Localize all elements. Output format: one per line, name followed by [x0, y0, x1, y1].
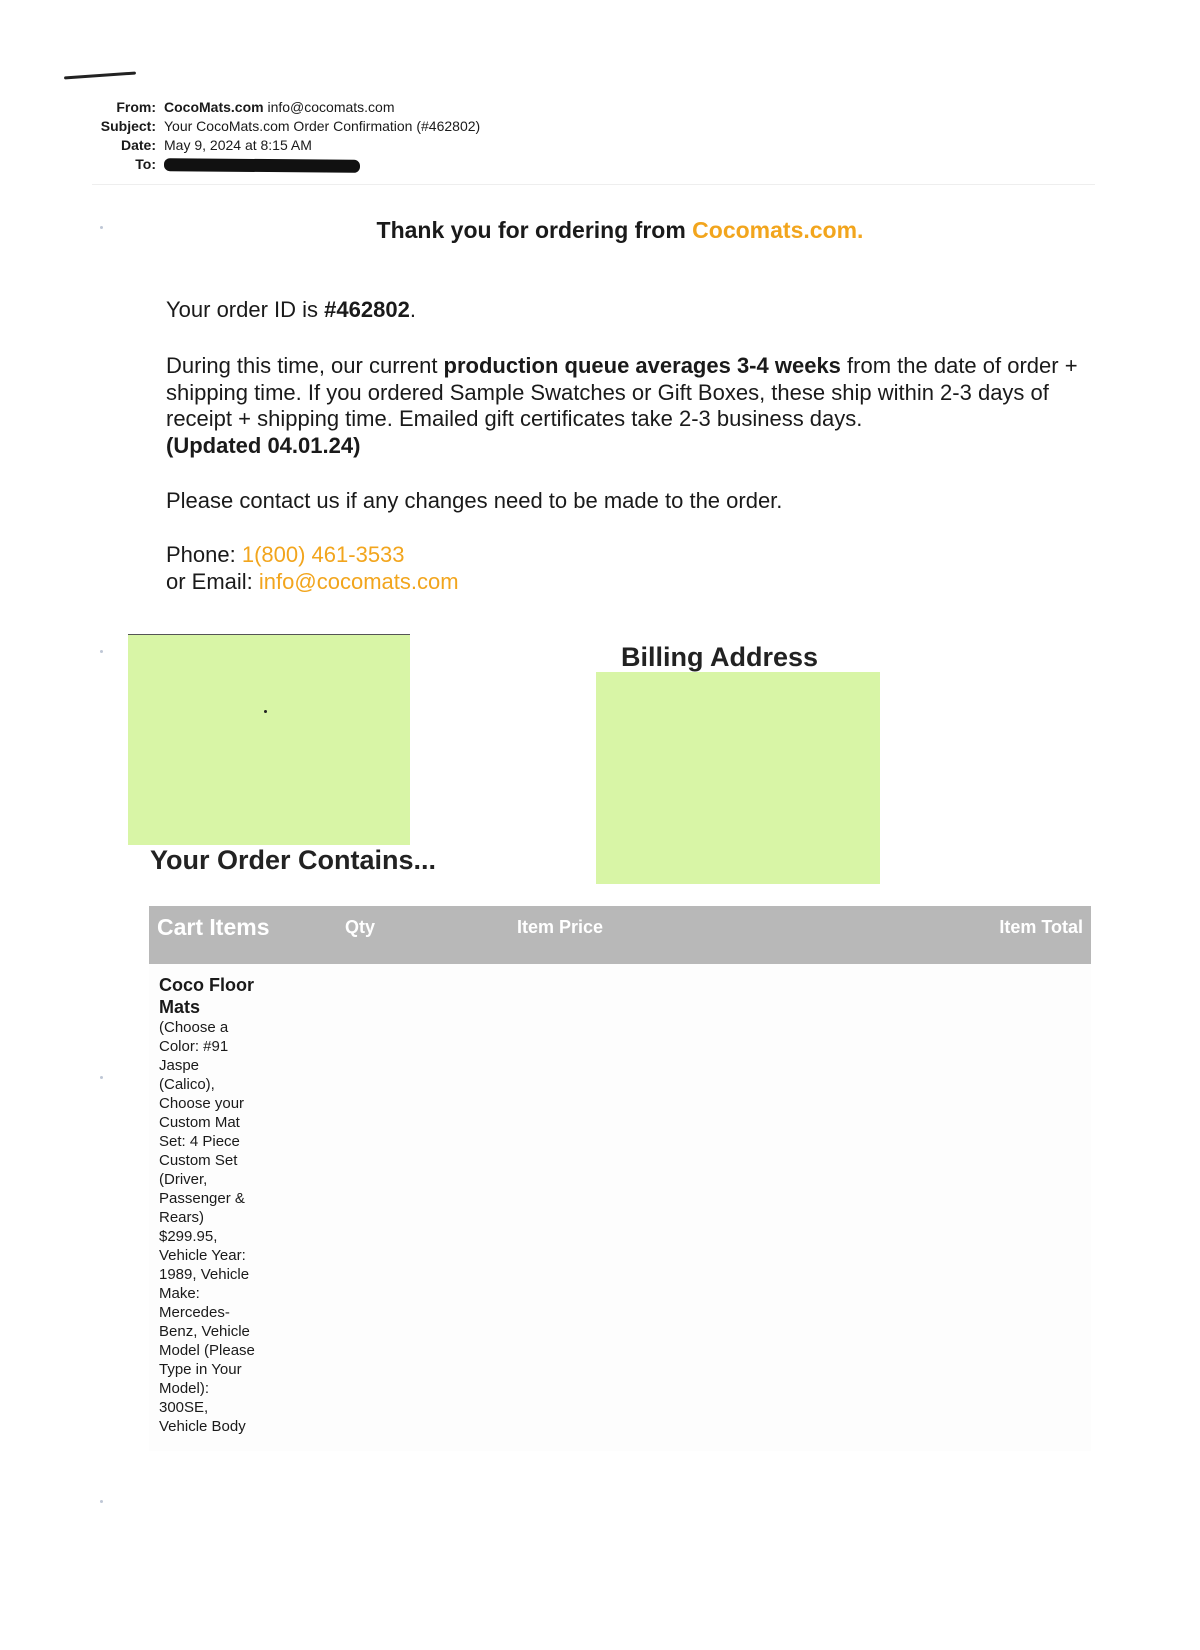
thanks-text: Thank you for ordering from — [376, 217, 693, 243]
notice-text-a: During this time, our current — [166, 353, 444, 378]
subject-label: Subject: — [100, 118, 156, 134]
from-row — [80, 98, 480, 117]
shipping-address-sticky-note — [128, 634, 410, 845]
column-qty: Qty — [345, 917, 376, 937]
contact-details — [166, 542, 1086, 595]
order-id-prefix: Your order ID is — [166, 297, 325, 322]
email-link[interactable]: info@cocomats.com — [258, 568, 459, 594]
column-item-total: Item Total — [999, 917, 1083, 937]
scan-speck — [264, 710, 267, 713]
brand-link[interactable]: Cocomats.com. — [692, 217, 864, 243]
notice-text-c: from the date of order + shipping time. If you ordered Sample Swatches or Gift Boxes, these ship within 2-3 days of receipt + shipping time. Emailed gift certificates take 2-3 business days. — [166, 353, 1078, 431]
production-notice — [166, 353, 1086, 459]
pen-mark — [64, 71, 136, 79]
scan-speck — [100, 1500, 103, 1503]
billing-address-sticky-note — [596, 672, 880, 884]
contact-line: Please contact us if any changes need to be made to the order. — [166, 488, 783, 513]
notice-emphasis: production queue averages 3-4 weeks — [443, 353, 841, 378]
subject-row — [80, 117, 480, 136]
updated-date: (Updated 04.01.24) — [166, 432, 361, 458]
to-value — [164, 155, 360, 174]
cart-item-row — [159, 974, 259, 1451]
header-divider — [92, 184, 1095, 185]
thank-you-heading — [0, 217, 1200, 244]
from-label: From: — [116, 99, 156, 115]
email-label: or Email: — [166, 568, 259, 594]
date-value: May 9, 2024 at 8:15 AM — [164, 137, 312, 153]
scan-speck — [100, 226, 103, 229]
cart-table — [149, 906, 1091, 1451]
scan-speck — [100, 650, 103, 653]
column-item-price: Item Price — [517, 917, 604, 937]
to-label: To: — [135, 156, 156, 172]
column-cart-items: Cart Items — [157, 914, 270, 940]
order-id-line — [166, 297, 1086, 324]
from-name: CocoMats.com — [164, 99, 264, 115]
phone-label: Phone: — [166, 542, 242, 567]
from-address[interactable]: info@cocomats.com — [267, 99, 395, 115]
item-description: (Choose a Color: #91 Jaspe (Calico), Choose your Custom Mat Set: 4 Piece Custom Set (Driver, Passenger & Rears) $299.95, Vehicle Year: 1989, Vehicle Make: Mercedes-Benz, Vehicle Model (Please Type in Your Model): 300SE, Vehicle Body — [159, 1019, 255, 1435]
order-contains-heading: Your Order Contains... — [150, 845, 437, 875]
order-id-suffix: . — [409, 297, 416, 322]
email-header — [80, 98, 480, 174]
subject-value: Your CocoMats.com Order Confirmation (#462802) — [164, 118, 481, 134]
phone-link[interactable]: 1(800) 461-3533 — [241, 542, 405, 567]
date-label: Date: — [120, 137, 156, 153]
billing-address-heading: Billing Address — [621, 642, 868, 673]
to-row — [80, 155, 480, 174]
order-id: #462802 — [324, 297, 410, 322]
from-value — [164, 98, 395, 117]
item-name: Coco Floor Mats — [159, 975, 254, 1017]
date-row — [80, 136, 480, 155]
scan-speck — [100, 1076, 103, 1079]
redaction-mark — [164, 158, 360, 173]
cart-table-header — [149, 906, 1091, 964]
